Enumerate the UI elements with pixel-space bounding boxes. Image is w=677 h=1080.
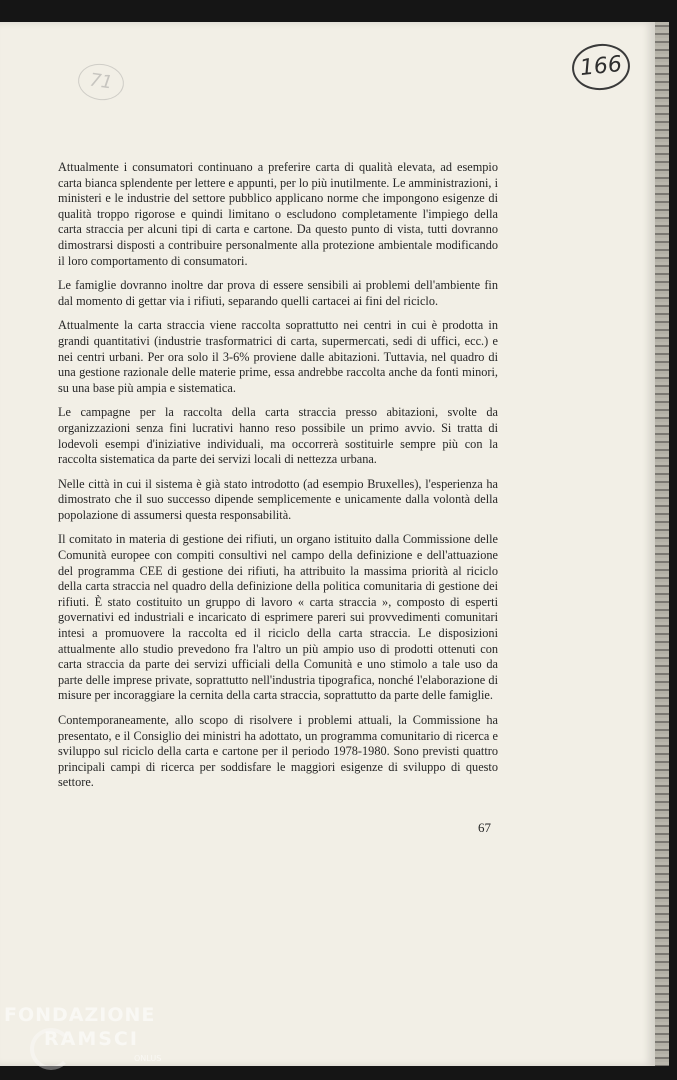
paragraph: Contemporaneamente, allo scopo di risolvere i problemi attuali, la Commissione ha presentato, e il Consiglio dei ministri ha adottato, un programma comunitario di ricerca e sviluppo sul riciclo della carta e cartone per il periodo 1978-1980. Sono previsti quattro principali campi di ricerca per soddisfare le maggiori esigenze di sviluppo di questo settore. [58, 713, 498, 790]
folio-stamp: 166 [570, 41, 632, 93]
book-spine-edge [655, 22, 669, 1066]
watermark-logo [4, 1004, 174, 1076]
faint-pencil-mark: 71 [76, 61, 127, 103]
watermark-line-1: FONDAZIONE [4, 1004, 156, 1026]
watermark-line-3: ONLUS [134, 1054, 162, 1063]
paragraph: Attualmente la carta straccia viene raccolta soprattutto nei centri in cui è prodotta in grandi quantitativi (industrie trasformatrici di carta, supermercati, sedi di uffici, ecc.) e nei centri urbani. Per ora solo il 3-6% proviene dalle abitazioni. Tuttavia, nel quadro di una gestione razionale delle materie prime, essa andrebbe raccolta anche da fonti minori, su una base più ampia e sistematica. [58, 318, 498, 395]
body-text [58, 160, 498, 800]
paragraph: Attualmente i consumatori continuano a preferire carta di qualità elevata, ad esempio carta bianca splendente per lettere e appunti, per lo più inutilmente. Le amministrazioni, i ministeri e le industrie del settore pubblico applicano norme che impongono esigenze di qualità troppo rigorose e quindi limitano o escludono completamente l'impiego della carta straccia per alcuni tipi di carta e cartone. Da questo punto di vista, tutti dovranno dimostrarsi disposti a contribuire personalmente alla protezione ambientale modificando il loro comportamento di consumatori. [58, 160, 498, 268]
paragraph: Le famiglie dovranno inoltre dar prova di essere sensibili ai problemi dell'ambiente fin dal momento di gettar via i rifiuti, separando quelli cartacei ai fini del riciclo. [58, 278, 498, 308]
watermark-line-2: RAMSCI [44, 1028, 139, 1050]
paragraph: Le campagne per la raccolta della carta straccia presso abitazioni, svolte da organizzazioni senza fini lucrativi hanno reso possibile un primo avvio. Si tratta di lodevoli esempi d'iniziative individuali, ma occorrerà sostituirle sempre più con la raccolta sistematica da parte dei servizi locali di nettezza urbana. [58, 405, 498, 467]
page-number: 67 [478, 820, 491, 835]
paragraph: Il comitato in materia di gestione dei rifiuti, un organo istituito dalla Commissione delle Comunità europee con compiti consultivi nel campo della definizione e dell'attuazione del programma CEE di gestione dei rifiuti, ha attribuito la massima priorità al riciclo della carta straccia nel quadro della definizione della politica comunitaria di gestione dei rifiuti. È stato costituito un gruppo di lavoro « carta straccia », composto di esperti governativi ed industriali e incaricato di esprimere pareri sui provvedimenti comunitari intesi a promuovere la raccolta ed il riciclo della carta straccia. Le disposizioni attualmente allo studio prevedono fra l'altro un più ampio uso di prodotti ottenuti con carta straccia da parte dei servizi ufficiali della Comunità e uno stimolo a tale uso da parte delle imprese private, soprattutto nell'industria tipografica, nonché l'elaborazione di misure per incoraggiare la cernita della carta straccia, soprattutto da parte delle famiglie. [58, 532, 498, 703]
paragraph: Nelle città in cui il sistema è già stato introdotto (ad esempio Bruxelles), l'esperienza ha dimostrato che il suo successo dipende semplicemente e unicamente dalla volontà della popolazione di assumersi questa responsabilità. [58, 476, 498, 522]
